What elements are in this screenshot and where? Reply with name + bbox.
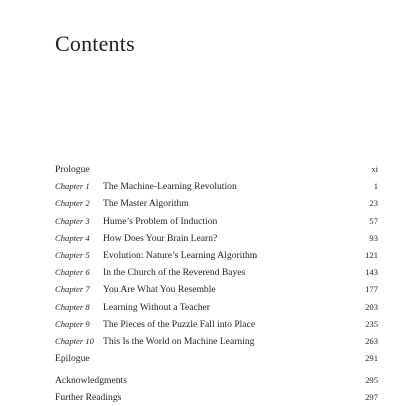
toc-entry-chapter-4[interactable] — [55, 230, 378, 247]
toc-entry-further-readings[interactable] — [55, 389, 378, 406]
chapter-label: Chapter 6 — [55, 267, 90, 278]
entry-page-number: 295 — [365, 375, 378, 385]
entry-page-number: 291 — [365, 353, 378, 364]
table-of-contents — [55, 161, 378, 367]
toc-entry-chapter-3[interactable] — [55, 213, 378, 230]
entry-page-number: xi — [371, 164, 378, 174]
entry-title: The Pieces of the Puzzle Fall into Place — [103, 318, 256, 330]
entry-page-number: 23 — [369, 198, 378, 209]
chapter-label: Chapter 9 — [55, 318, 90, 329]
chapter-label: Chapter 5 — [55, 249, 90, 260]
entry-page-number: 263 — [365, 335, 378, 346]
entry-page-number: 57 — [369, 215, 378, 226]
entry-title: Acknowledgments — [55, 375, 127, 386]
chapter-label: Chapter 10 — [55, 335, 94, 346]
toc-entry-chapter-1[interactable] — [55, 178, 378, 195]
entry-page-number: 93 — [369, 232, 378, 243]
toc-entry-chapter-8[interactable] — [55, 299, 378, 316]
entry-title: The Master Algorithm — [103, 198, 189, 210]
entry-page-number: 203 — [365, 301, 378, 312]
toc-entry-acknowledgments[interactable] — [55, 372, 378, 389]
chapter-label: Chapter 4 — [55, 232, 90, 243]
chapter-label: Chapter 1 — [55, 181, 90, 192]
entry-page-number: 121 — [365, 249, 378, 260]
entry-title: You Are What You Resemble — [103, 284, 216, 296]
entry-title: How Does Your Brain Learn? — [103, 232, 218, 244]
entry-title: Further Readings — [55, 392, 122, 404]
chapter-label: Chapter 7 — [55, 284, 90, 295]
entry-title: In the Church of the Reverend Bayes — [103, 267, 246, 279]
toc-entry-chapter-6[interactable] — [55, 264, 378, 281]
entry-title: This Is the World on Machine Learning — [103, 335, 255, 347]
entry-page-number: 143 — [365, 267, 378, 278]
entry-page-number: 1 — [373, 181, 378, 192]
chapter-label: Chapter 2 — [55, 198, 90, 209]
toc-entry-chapter-9[interactable] — [55, 316, 378, 333]
entry-page-number: 177 — [365, 284, 378, 295]
entry-title: Evolution: Nature’s Learning Algorithm — [103, 249, 258, 261]
chapter-label: Chapter 8 — [55, 301, 90, 312]
entry-title: Learning Without a Teacher — [103, 301, 211, 313]
page-title: Contents — [55, 31, 135, 56]
chapter-label: Chapter 3 — [55, 215, 90, 226]
toc-entry-chapter-5[interactable] — [55, 247, 378, 264]
back-matter-list — [55, 372, 378, 406]
entry-title: Epilogue — [55, 353, 90, 365]
toc-entry-prologue[interactable] — [55, 161, 378, 178]
entry-page-number: 235 — [365, 318, 378, 329]
toc-entry-chapter-2[interactable] — [55, 195, 378, 212]
toc-entry-chapter-10[interactable] — [55, 333, 378, 350]
entry-title: The Machine-Learning Revolution — [103, 181, 237, 193]
entry-title: Hume’s Problem of Induction — [103, 215, 218, 227]
entry-page-number: 297 — [365, 392, 378, 403]
toc-entry-epilogue[interactable] — [55, 350, 378, 367]
toc-entry-chapter-7[interactable] — [55, 281, 378, 298]
entry-title: Prologue — [55, 164, 90, 175]
